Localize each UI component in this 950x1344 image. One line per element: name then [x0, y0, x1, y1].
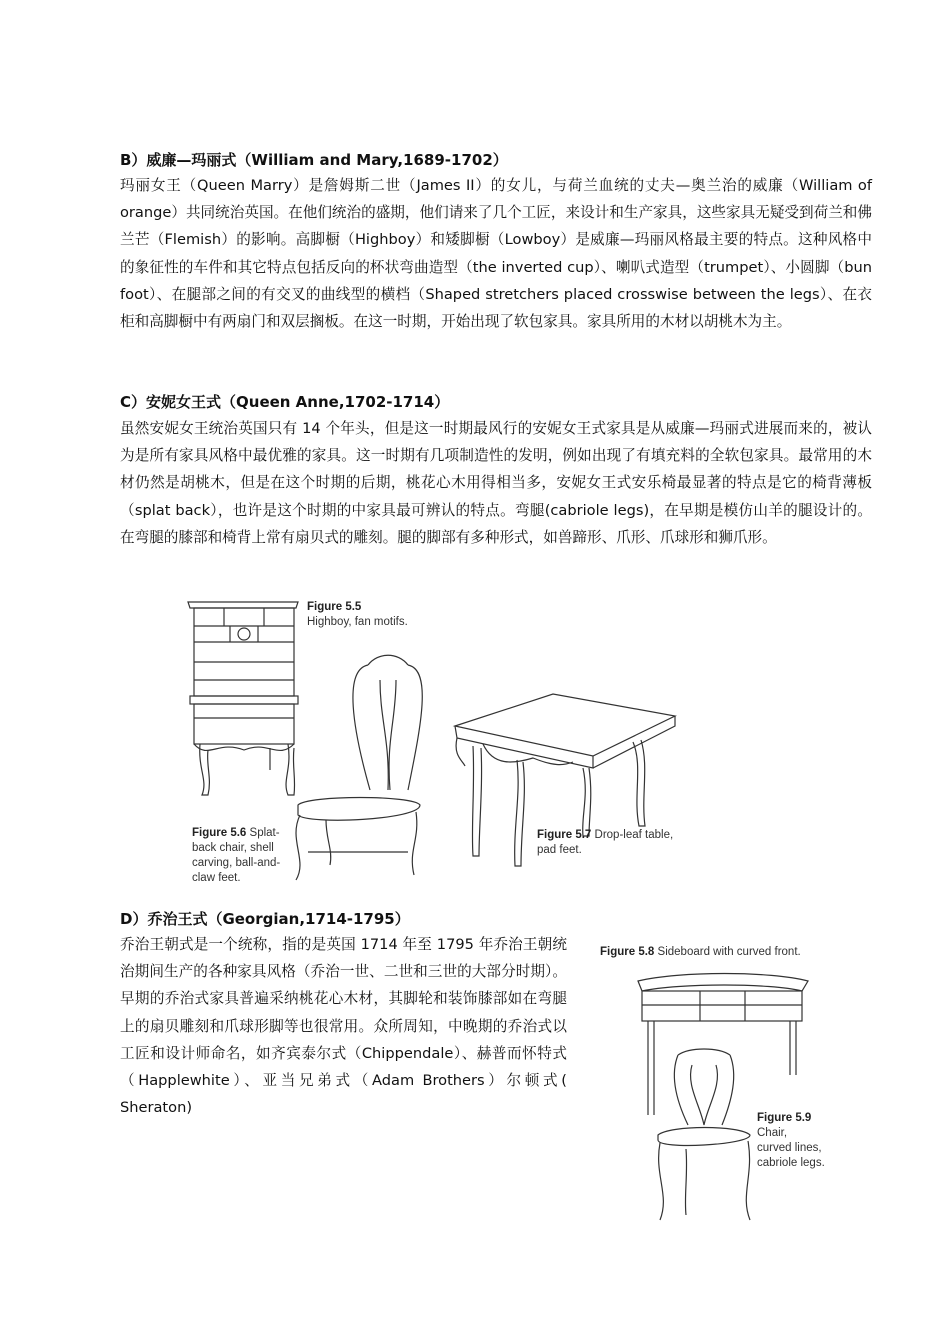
- fig56-caption-4: claw feet.: [192, 872, 241, 884]
- fig58-title: Figure 5.8: [600, 946, 655, 958]
- section-d-body: 乔治王朝式是一个统称，指的是英国 1714 年至 1795 年乔治王朝统治期间生产的各种家具风格（乔治一世、二世和三世的大部分时期）。早期的乔治式家具普遍采纳桃花心木材，其脚轮和装饰膝部如在弯腿上的扇贝雕刻和爪球形脚等也很常用。众所周知，中晚期的乔治式以工匠和设计师命名，如齐宾泰尔式（Chippendale）、赫普而怀特式（Happlewhite）、亚当兄弟式（Adam Brothers）尔顿式( Sheraton): [120, 936, 567, 1117]
- fig59-caption-3: cabriole legs.: [757, 1157, 825, 1169]
- fig59-title: Figure 5.9: [757, 1112, 812, 1124]
- fig56-caption-1: Splat-: [249, 827, 280, 839]
- fig56-caption-3: carving, ball-and-: [192, 857, 281, 869]
- figure-drop-leaf-table-image: [443, 686, 680, 895]
- drop-leaf-table-drawing: [443, 686, 680, 895]
- fig56-caption-block: [192, 826, 280, 886]
- fig59-caption-2: curved lines,: [757, 1142, 822, 1154]
- fig55-title: Figure 5.5: [307, 601, 362, 613]
- fig59-caption-1: Chair,: [757, 1127, 788, 1139]
- fig57-caption: Drop-leaf table,: [594, 829, 674, 841]
- fig57-caption-block: [537, 828, 673, 858]
- section-b-body: 玛丽女王（Queen Marry）是詹姆斯二世（James II）的女儿，与荷兰血统的丈夫—奥兰治的威廉（William of orange）共同统治英国。在他们统治的盛期，他们请来了几个工匠，来设计和生产家具，这些家具无疑受到荷兰和佛兰芒（Flemish）的影响。高脚橱（Highboy）和矮脚橱（Lowboy）是威廉—玛丽风格最主要的特点。这种风格中的象征性的车件和其它特点包括反向的杯状弯曲造型（the inverted cup）、喇叭式造型（trumpet）、小圆脚（bun foot）、在腿部之间的有交叉的曲线型的横档（Shaped stretchers placed crosswise between the legs）、在衣柜和高脚橱中有两扇门和双层搁板。在这一时期，开始出现了软包家具。家具所用的木材以胡桃木为主。: [120, 177, 872, 331]
- fig56-title: Figure 5.6: [192, 827, 247, 839]
- section-c-heading: C）安妮女王式（Queen Anne,1702-1714）: [120, 393, 450, 411]
- section-d-heading: D）乔治王式（Georgian,1714-1795）: [120, 910, 410, 928]
- figure-sideboard-chair-image: [590, 935, 840, 1230]
- fig58-caption-block: [600, 945, 801, 960]
- section-b-heading: B）威廉—玛丽式（William and Mary,1689-1702）: [120, 151, 508, 169]
- fig57-caption-2: pad feet.: [537, 844, 582, 856]
- fig55-caption: Highboy, fan motifs.: [307, 616, 408, 628]
- figure-highboy-chair-image: [158, 590, 442, 895]
- fig59-caption-block: [757, 1111, 825, 1171]
- section-c-body: 虽然安妮女王统治英国只有 14 个年头，但是这一时期最风行的安妮女王式家具是从威廉—玛丽式进展而来的，被认为是所有家具风格中最优雅的家具。这一时期有几项制造性的发明，例如出现了有填充料的全软包家具。最常用的木材仍然是胡桃木，但是在这个时期的后期，桃花心木用得相当多，安妮女王式安乐椅最显著的特点是它的椅背薄板（splat back），也许是这个时期的中家具最可辨认的特点。弯腿(cabriole legs)，在早期是模仿山羊的腿设计的。在弯腿的膝部和椅背上常有扇贝式的雕刻。腿的脚部有多种形式，如兽蹄形、爪形、爪球形和狮爪形。: [120, 420, 872, 546]
- fig55-caption-block: [307, 600, 408, 630]
- fig56-caption-2: back chair, shell: [192, 842, 274, 854]
- fig57-title: Figure 5.7: [537, 829, 592, 841]
- sideboard-chair-drawing: [590, 935, 840, 1230]
- fig58-caption: Sideboard with curved front.: [657, 946, 801, 958]
